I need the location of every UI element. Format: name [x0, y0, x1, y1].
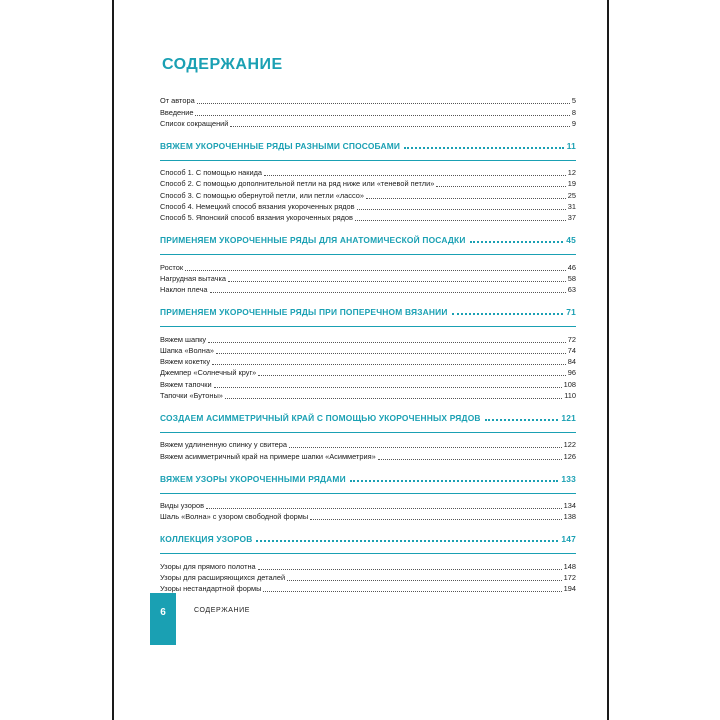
- dot-leader: [264, 174, 566, 176]
- dot-leader: [216, 352, 566, 354]
- toc-entry-label: Джемпер «Солнечный круг»: [160, 368, 257, 378]
- section-divider: [160, 553, 576, 554]
- toc-entry-page: 74: [567, 345, 576, 355]
- dot-leader: [287, 579, 562, 581]
- toc-entry-label: Наклон плеча: [160, 285, 208, 295]
- toc-entry-page: 25: [567, 190, 576, 200]
- dot-leader: [208, 341, 566, 343]
- toc-entry[interactable]: [160, 450, 576, 461]
- toc-entry-page: 134: [563, 500, 576, 510]
- section-page: 133: [561, 473, 576, 484]
- table-of-contents: [160, 95, 576, 594]
- toc-entry-page: 5: [571, 96, 576, 106]
- dot-leader: [214, 386, 562, 388]
- toc-entry-label: Узоры для прямого полотна: [160, 561, 256, 571]
- toc-entry-page: 108: [563, 379, 576, 389]
- toc-entry-label: Виды узоров: [160, 500, 204, 510]
- toc-entry[interactable]: [160, 212, 576, 223]
- toc-section-heading[interactable]: [160, 533, 576, 545]
- toc-entry-page: 58: [567, 273, 576, 283]
- dot-leader: [485, 418, 559, 421]
- page-number: 6: [160, 607, 166, 618]
- dot-leader: [230, 125, 569, 127]
- toc-entry-label: Узоры для расширяющихся деталей: [160, 572, 286, 582]
- dot-leader: [185, 269, 566, 271]
- section-divider: [160, 254, 576, 255]
- toc-entry[interactable]: [160, 560, 576, 571]
- toc-entry-page: 63: [567, 285, 576, 295]
- toc-entry-label: Вяжем тапочки: [160, 379, 212, 389]
- page-number-badge: [150, 593, 176, 645]
- section-title: КОЛЛЕКЦИЯ УЗОРОВ: [160, 534, 253, 545]
- toc-entry-page: 31: [567, 202, 576, 212]
- toc-entry-label: Способ 4. Немецкий способ вязания укороченных рядов: [160, 202, 355, 212]
- toc-section-heading[interactable]: [160, 473, 576, 485]
- section-title: ПРИМЕНЯЕМ УКОРОЧЕННЫЕ РЯДЫ ДЛЯ АНАТОМИЧЕСКОЙ ПОСАДКИ: [160, 235, 466, 246]
- dot-leader: [357, 208, 566, 210]
- dot-leader: [436, 185, 565, 187]
- dot-leader: [452, 312, 564, 315]
- toc-entry[interactable]: [160, 106, 576, 117]
- toc-entry-page: 84: [567, 357, 576, 367]
- dot-leader: [225, 397, 562, 399]
- toc-entry-label: Способ 2. С помощью дополнительной петли на ряд ниже или «теневой петли»: [160, 179, 435, 189]
- dot-leader: [195, 114, 569, 116]
- toc-entry-label: Список сокращений: [160, 118, 229, 128]
- dot-leader: [289, 446, 562, 448]
- toc-entry[interactable]: [160, 583, 576, 594]
- section-page: 71: [566, 307, 576, 318]
- toc-entry-page: 122: [563, 440, 576, 450]
- toc-entry[interactable]: [160, 511, 576, 522]
- toc-entry[interactable]: [160, 95, 576, 106]
- toc-entry[interactable]: [160, 167, 576, 178]
- toc-entry-label: Введение: [160, 107, 194, 117]
- dot-leader: [404, 146, 564, 149]
- dot-leader: [470, 240, 564, 243]
- toc-entry-label: Вяжем шапку: [160, 334, 207, 344]
- toc-entry[interactable]: [160, 500, 576, 511]
- toc-entry-page: 194: [563, 584, 576, 594]
- section-divider: [160, 326, 576, 327]
- section-divider: [160, 160, 576, 161]
- toc-entry-page: 126: [563, 451, 576, 461]
- toc-entry-page: 110: [564, 391, 576, 401]
- dot-leader: [212, 363, 566, 365]
- dot-leader: [210, 291, 566, 293]
- toc-entry-page: 12: [567, 168, 576, 178]
- toc-entry-page: 138: [563, 512, 576, 522]
- toc-section-heading[interactable]: [160, 140, 576, 152]
- dot-leader: [378, 458, 562, 460]
- toc-entry[interactable]: [160, 273, 576, 284]
- toc-entry[interactable]: [160, 201, 576, 212]
- toc-section-heading[interactable]: [160, 412, 576, 424]
- section-divider: [160, 432, 576, 433]
- toc-entry-page: 37: [567, 213, 576, 223]
- dot-leader: [263, 590, 561, 592]
- book-page: [114, 0, 607, 720]
- toc-entry[interactable]: [160, 572, 576, 583]
- toc-entry[interactable]: [160, 345, 576, 356]
- toc-entry-label: Шаль «Волна» с узором свободной формы: [160, 512, 309, 522]
- toc-entry-label: Тапочки «Бутоны»: [160, 391, 223, 401]
- toc-entry[interactable]: [160, 189, 576, 200]
- right-page-edge: [607, 0, 609, 720]
- toc-entry[interactable]: [160, 261, 576, 272]
- toc-entry[interactable]: [160, 390, 576, 401]
- section-title: ПРИМЕНЯЕМ УКОРОЧЕННЫЕ РЯДЫ ПРИ ПОПЕРЕЧНОМ ВЯЗАНИИ: [160, 307, 448, 318]
- toc-section-heading[interactable]: [160, 306, 576, 318]
- toc-entry[interactable]: [160, 378, 576, 389]
- toc-entry-label: Способ 5. Японский способ вязания укороченных рядов: [160, 213, 353, 223]
- section-page: 121: [561, 413, 576, 424]
- dot-leader: [258, 568, 562, 570]
- toc-entry-page: 148: [563, 561, 576, 571]
- section-title: СОЗДАЕМ АСИММЕТРИЧНЫЙ КРАЙ С ПОМОЩЬЮ УКОРОЧЕННЫХ РЯДОВ: [160, 413, 481, 424]
- toc-entry-page: 72: [567, 334, 576, 344]
- dot-leader: [228, 280, 566, 282]
- toc-entry-label: Узоры нестандартной формы: [160, 584, 262, 594]
- toc-entry[interactable]: [160, 333, 576, 344]
- toc-entry-page: 96: [567, 368, 576, 378]
- dot-leader: [310, 518, 561, 520]
- section-divider: [160, 493, 576, 494]
- toc-entry-label: Вяжем кокетку: [160, 357, 211, 367]
- dot-leader: [258, 374, 566, 376]
- toc-entry-label: Росток: [160, 262, 184, 272]
- section-page: 147: [561, 534, 576, 545]
- toc-entry-label: Вяжем удлиненную спинку у свитера: [160, 440, 287, 450]
- section-title: ВЯЖЕМ УКОРОЧЕННЫЕ РЯДЫ РАЗНЫМИ СПОСОБАМИ: [160, 140, 401, 151]
- section-page: 45: [566, 235, 576, 246]
- toc-entry-page: 9: [571, 118, 576, 128]
- running-footer: СОДЕРЖАНИЕ: [194, 607, 251, 614]
- toc-entry[interactable]: [160, 356, 576, 367]
- toc-entry-label: Шапка «Волна»: [160, 345, 215, 355]
- dot-leader: [350, 479, 559, 482]
- toc-entry-label: Способ 1. С помощью накида: [160, 168, 263, 178]
- toc-entry-page: 19: [567, 179, 576, 189]
- toc-entry[interactable]: [160, 284, 576, 295]
- toc-section-heading[interactable]: [160, 234, 576, 246]
- dot-leader: [197, 102, 570, 104]
- dot-leader: [366, 197, 566, 199]
- toc-entry-label: Нагрудная вытачка: [160, 273, 227, 283]
- section-title: ВЯЖЕМ УЗОРЫ УКОРОЧЕННЫМИ РЯДАМИ: [160, 473, 346, 484]
- toc-entry-label: Вяжем асимметричный край на примере шапки «Асимметрия»: [160, 451, 376, 461]
- toc-entry[interactable]: [160, 439, 576, 450]
- toc-entry[interactable]: [160, 118, 576, 129]
- dot-leader: [206, 507, 562, 509]
- toc-entry[interactable]: [160, 367, 576, 378]
- dot-leader: [256, 539, 558, 542]
- toc-entry-label: Способ 3. С помощью обернутой петли, или петли «лассо»: [160, 190, 364, 200]
- toc-entry-page: 46: [567, 262, 576, 272]
- toc-entry-page: 172: [563, 572, 576, 582]
- toc-entry-page: 8: [571, 107, 576, 117]
- dot-leader: [355, 219, 566, 221]
- page-title: СОДЕРЖАНИЕ: [162, 56, 283, 73]
- toc-entry[interactable]: [160, 178, 576, 189]
- toc-entry-label: От автора: [160, 96, 195, 106]
- section-page: 11: [566, 140, 576, 151]
